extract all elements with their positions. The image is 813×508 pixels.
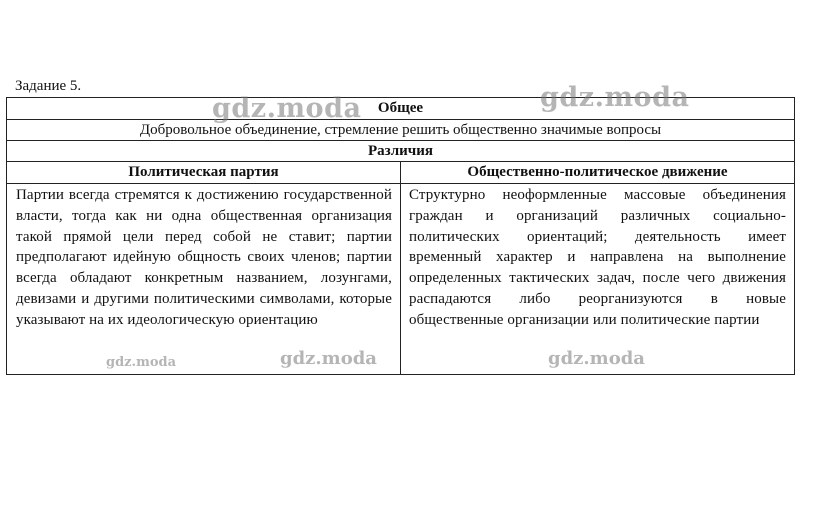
column-headers [7, 162, 794, 184]
political-movement-header: Общественно-политическое движение [467, 164, 728, 180]
watermark: gdz.moda [212, 93, 362, 124]
political-party-text: Партии всегда стремятся к достижению государственной власти, тогда как ни одна общественная организация такой прямой цели перед собой не ставит; партии предполагают идейную общность своих членов; партии всегда обладают конкретным названием, лозунгами, девизами и другими политическими символами, которые указывают на их идеологическую ориентацию [7, 184, 401, 374]
comparison-table [6, 97, 795, 375]
column-body [7, 184, 794, 374]
political-party-header: Политическая партия [7, 162, 401, 183]
watermark: gdz.moda [540, 82, 690, 113]
watermark: gdz.moda [280, 348, 377, 369]
general-header: Общее [7, 98, 794, 120]
task-label: Задание 5. [15, 78, 82, 94]
watermark: gdz.moda [548, 348, 645, 369]
political-movement-text: Структурно неоформленные массовые объединения граждан и организаций различных социально-политических ориентаций; деятельность имеет временный характер и направлена на выполнение определенных тактических задач, после чего движения распадаются либо реорганизуются в новые общественные организации или политические партии [409, 187, 786, 328]
general-text: Добровольное объединение, стремление решить общественно значимые вопросы [7, 120, 794, 141]
watermark: gdz.moda [106, 355, 177, 370]
differences-header: Различия [7, 141, 794, 162]
